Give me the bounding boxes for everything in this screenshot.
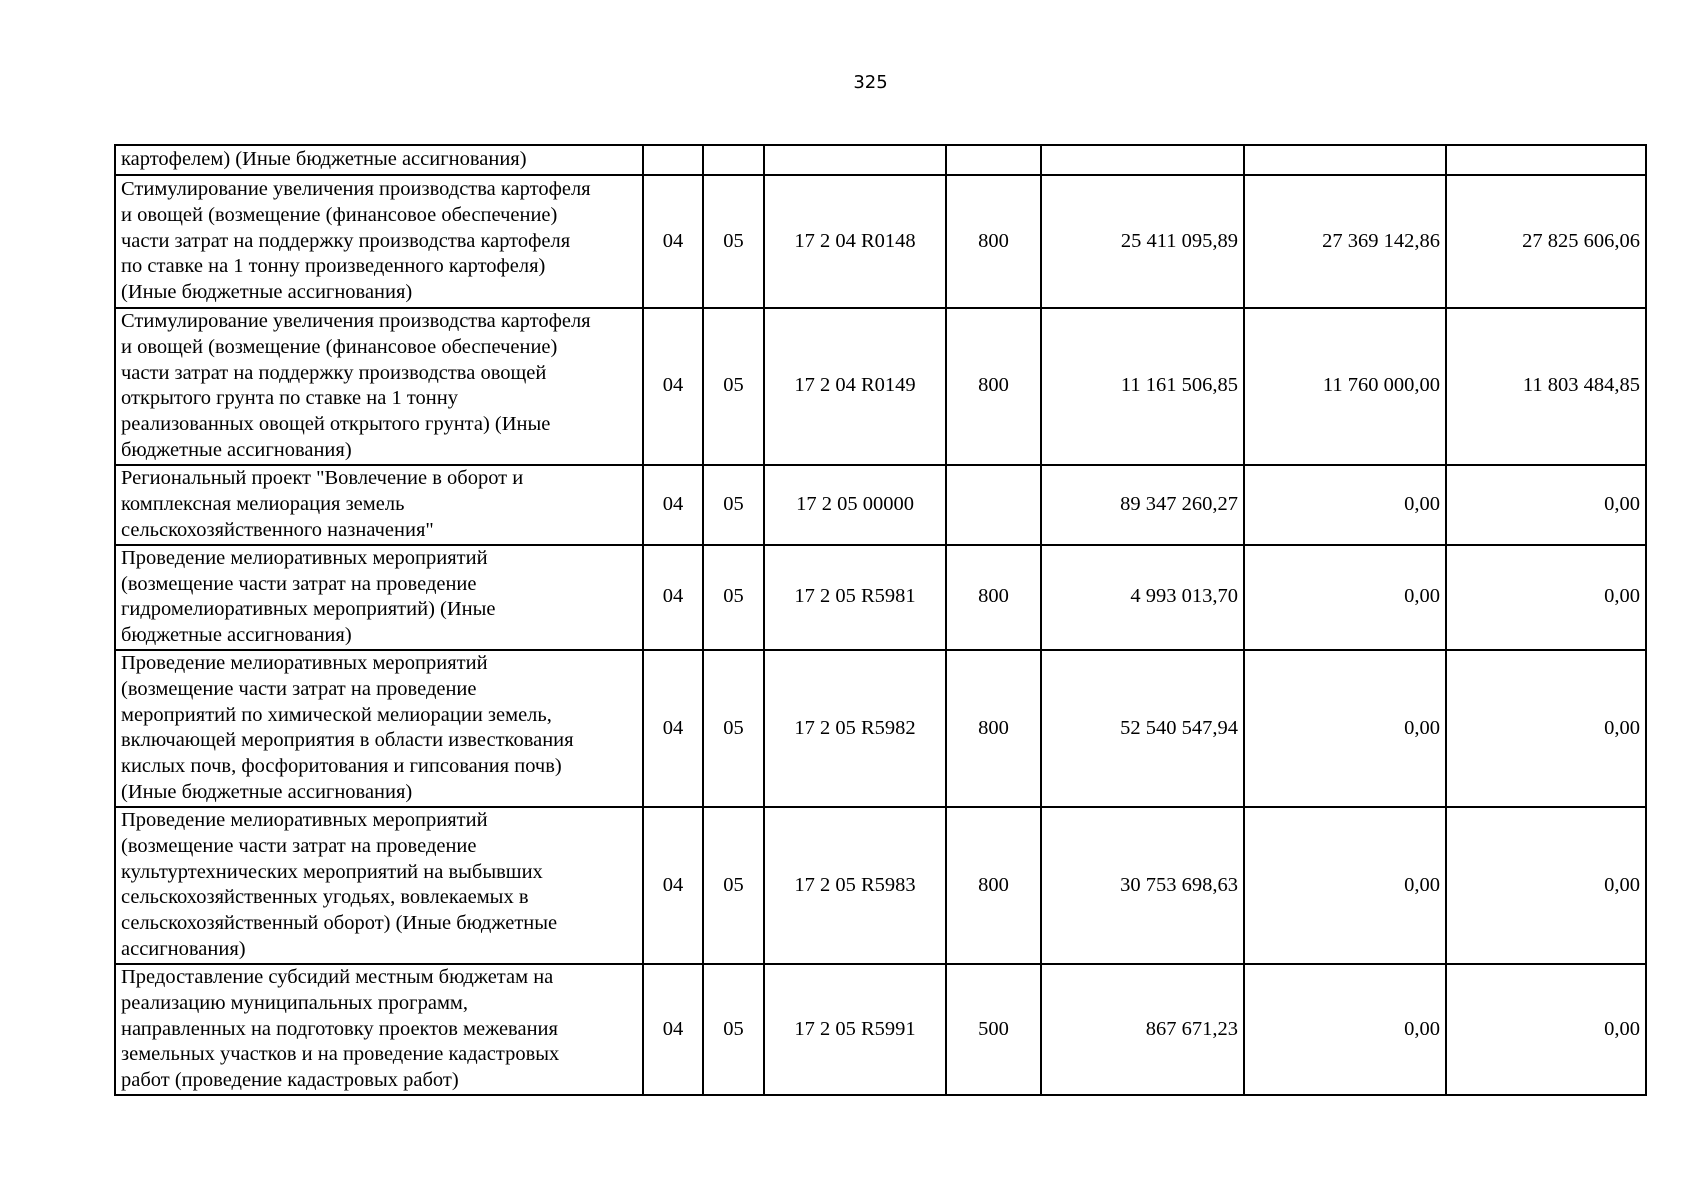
budget-table [114, 144, 1647, 1096]
target-article-cell: 17 2 04 R0148 [764, 175, 946, 308]
table-row [115, 807, 1646, 964]
page-number: 325 [853, 72, 888, 93]
sum-year3-cell: 0,00 [1446, 650, 1646, 807]
section-code-cell: 04 [643, 807, 703, 964]
table-row [115, 175, 1646, 308]
section-code-cell: 04 [643, 175, 703, 308]
subsection-code-cell [703, 145, 764, 175]
target-article-cell: 17 2 05 00000 [764, 465, 946, 545]
row-name-cell: картофелем) (Иные бюджетные ассигнования) [115, 145, 643, 175]
sum-year1-cell: 4 993 013,70 [1041, 545, 1244, 650]
row-name-cell: Предоставление субсидий местным бюджетам на реализацию муниципальных программ, направленных на подготовку проектов межевания земельных участков и на проведение кадастровых работ (проведение кадастровых работ) [115, 964, 643, 1095]
sum-year1-cell: 30 753 698,63 [1041, 807, 1244, 964]
subsection-code-cell: 05 [703, 807, 764, 964]
table-row [115, 465, 1646, 545]
expense-type-cell: 800 [946, 175, 1041, 308]
table-row [115, 145, 1646, 175]
target-article-cell: 17 2 05 R5983 [764, 807, 946, 964]
sum-year1-cell: 867 671,23 [1041, 964, 1244, 1095]
table-row [115, 650, 1646, 807]
table-row [115, 308, 1646, 465]
sum-year3-cell: 27 825 606,06 [1446, 175, 1646, 308]
row-name-cell: Проведение мелиоративных мероприятий (возмещение части затрат на проведение гидромелиоративных мероприятий) (Иные бюджетные ассигнования) [115, 545, 643, 650]
expense-type-cell: 800 [946, 650, 1041, 807]
subsection-code-cell: 05 [703, 964, 764, 1095]
sum-year1-cell: 25 411 095,89 [1041, 175, 1244, 308]
target-article-cell: 17 2 05 R5981 [764, 545, 946, 650]
target-article-cell [764, 145, 946, 175]
row-name-cell: Проведение мелиоративных мероприятий (возмещение части затрат на проведение культуртехнических мероприятий на выбывших сельскохозяйственных угодьях, вовлекаемых в сельскохозяйственный оборот) (Иные бюджетные ассигнования) [115, 807, 643, 964]
table-row [115, 964, 1646, 1095]
sum-year1-cell: 52 540 547,94 [1041, 650, 1244, 807]
row-name-cell: Региональный проект "Вовлечение в оборот и комплексная мелиорация земель сельскохозяйственного назначения" [115, 465, 643, 545]
subsection-code-cell: 05 [703, 545, 764, 650]
target-article-cell: 17 2 04 R0149 [764, 308, 946, 465]
target-article-cell: 17 2 05 R5991 [764, 964, 946, 1095]
target-article-cell: 17 2 05 R5982 [764, 650, 946, 807]
sum-year1-cell: 11 161 506,85 [1041, 308, 1244, 465]
sum-year3-cell: 0,00 [1446, 545, 1646, 650]
sum-year2-cell: 0,00 [1244, 807, 1446, 964]
sum-year3-cell [1446, 145, 1646, 175]
sum-year3-cell: 0,00 [1446, 807, 1646, 964]
expense-type-cell [946, 145, 1041, 175]
subsection-code-cell: 05 [703, 650, 764, 807]
row-name-cell: Проведение мелиоративных мероприятий (возмещение части затрат на проведение мероприятий по химической мелиорации земель, включающей мероприятия в области известкования кислых почв, фосфоритования и гипсования почв) (Иные бюджетные ассигнования) [115, 650, 643, 807]
sum-year2-cell: 0,00 [1244, 545, 1446, 650]
sum-year2-cell: 0,00 [1244, 465, 1446, 545]
section-code-cell [643, 145, 703, 175]
sum-year3-cell: 11 803 484,85 [1446, 308, 1646, 465]
expense-type-cell: 800 [946, 308, 1041, 465]
expense-type-cell [946, 465, 1041, 545]
sum-year2-cell: 27 369 142,86 [1244, 175, 1446, 308]
sum-year2-cell [1244, 145, 1446, 175]
sum-year3-cell: 0,00 [1446, 465, 1646, 545]
expense-type-cell: 800 [946, 545, 1041, 650]
expense-type-cell: 800 [946, 807, 1041, 964]
subsection-code-cell: 05 [703, 465, 764, 545]
section-code-cell: 04 [643, 545, 703, 650]
sum-year1-cell: 89 347 260,27 [1041, 465, 1244, 545]
section-code-cell: 04 [643, 964, 703, 1095]
section-code-cell: 04 [643, 465, 703, 545]
subsection-code-cell: 05 [703, 175, 764, 308]
sum-year2-cell: 0,00 [1244, 964, 1446, 1095]
sum-year2-cell: 11 760 000,00 [1244, 308, 1446, 465]
section-code-cell: 04 [643, 308, 703, 465]
table-row [115, 545, 1646, 650]
sum-year2-cell: 0,00 [1244, 650, 1446, 807]
sum-year1-cell [1041, 145, 1244, 175]
sum-year3-cell: 0,00 [1446, 964, 1646, 1095]
subsection-code-cell: 05 [703, 308, 764, 465]
table-body [115, 145, 1646, 1095]
expense-type-cell: 500 [946, 964, 1041, 1095]
row-name-cell: Стимулирование увеличения производства картофеля и овощей (возмещение (финансовое обеспечение) части затрат на поддержку производства картофеля по ставке на 1 тонну произведенного картофеля) (Иные бюджетные ассигнования) [115, 175, 643, 308]
section-code-cell: 04 [643, 650, 703, 807]
row-name-cell: Стимулирование увеличения производства картофеля и овощей (возмещение (финансовое обеспечение) части затрат на поддержку производства овощей открытого грунта по ставке на 1 тонну реализованных овощей открытого грунта) (Иные бюджетные ассигнования) [115, 308, 643, 465]
